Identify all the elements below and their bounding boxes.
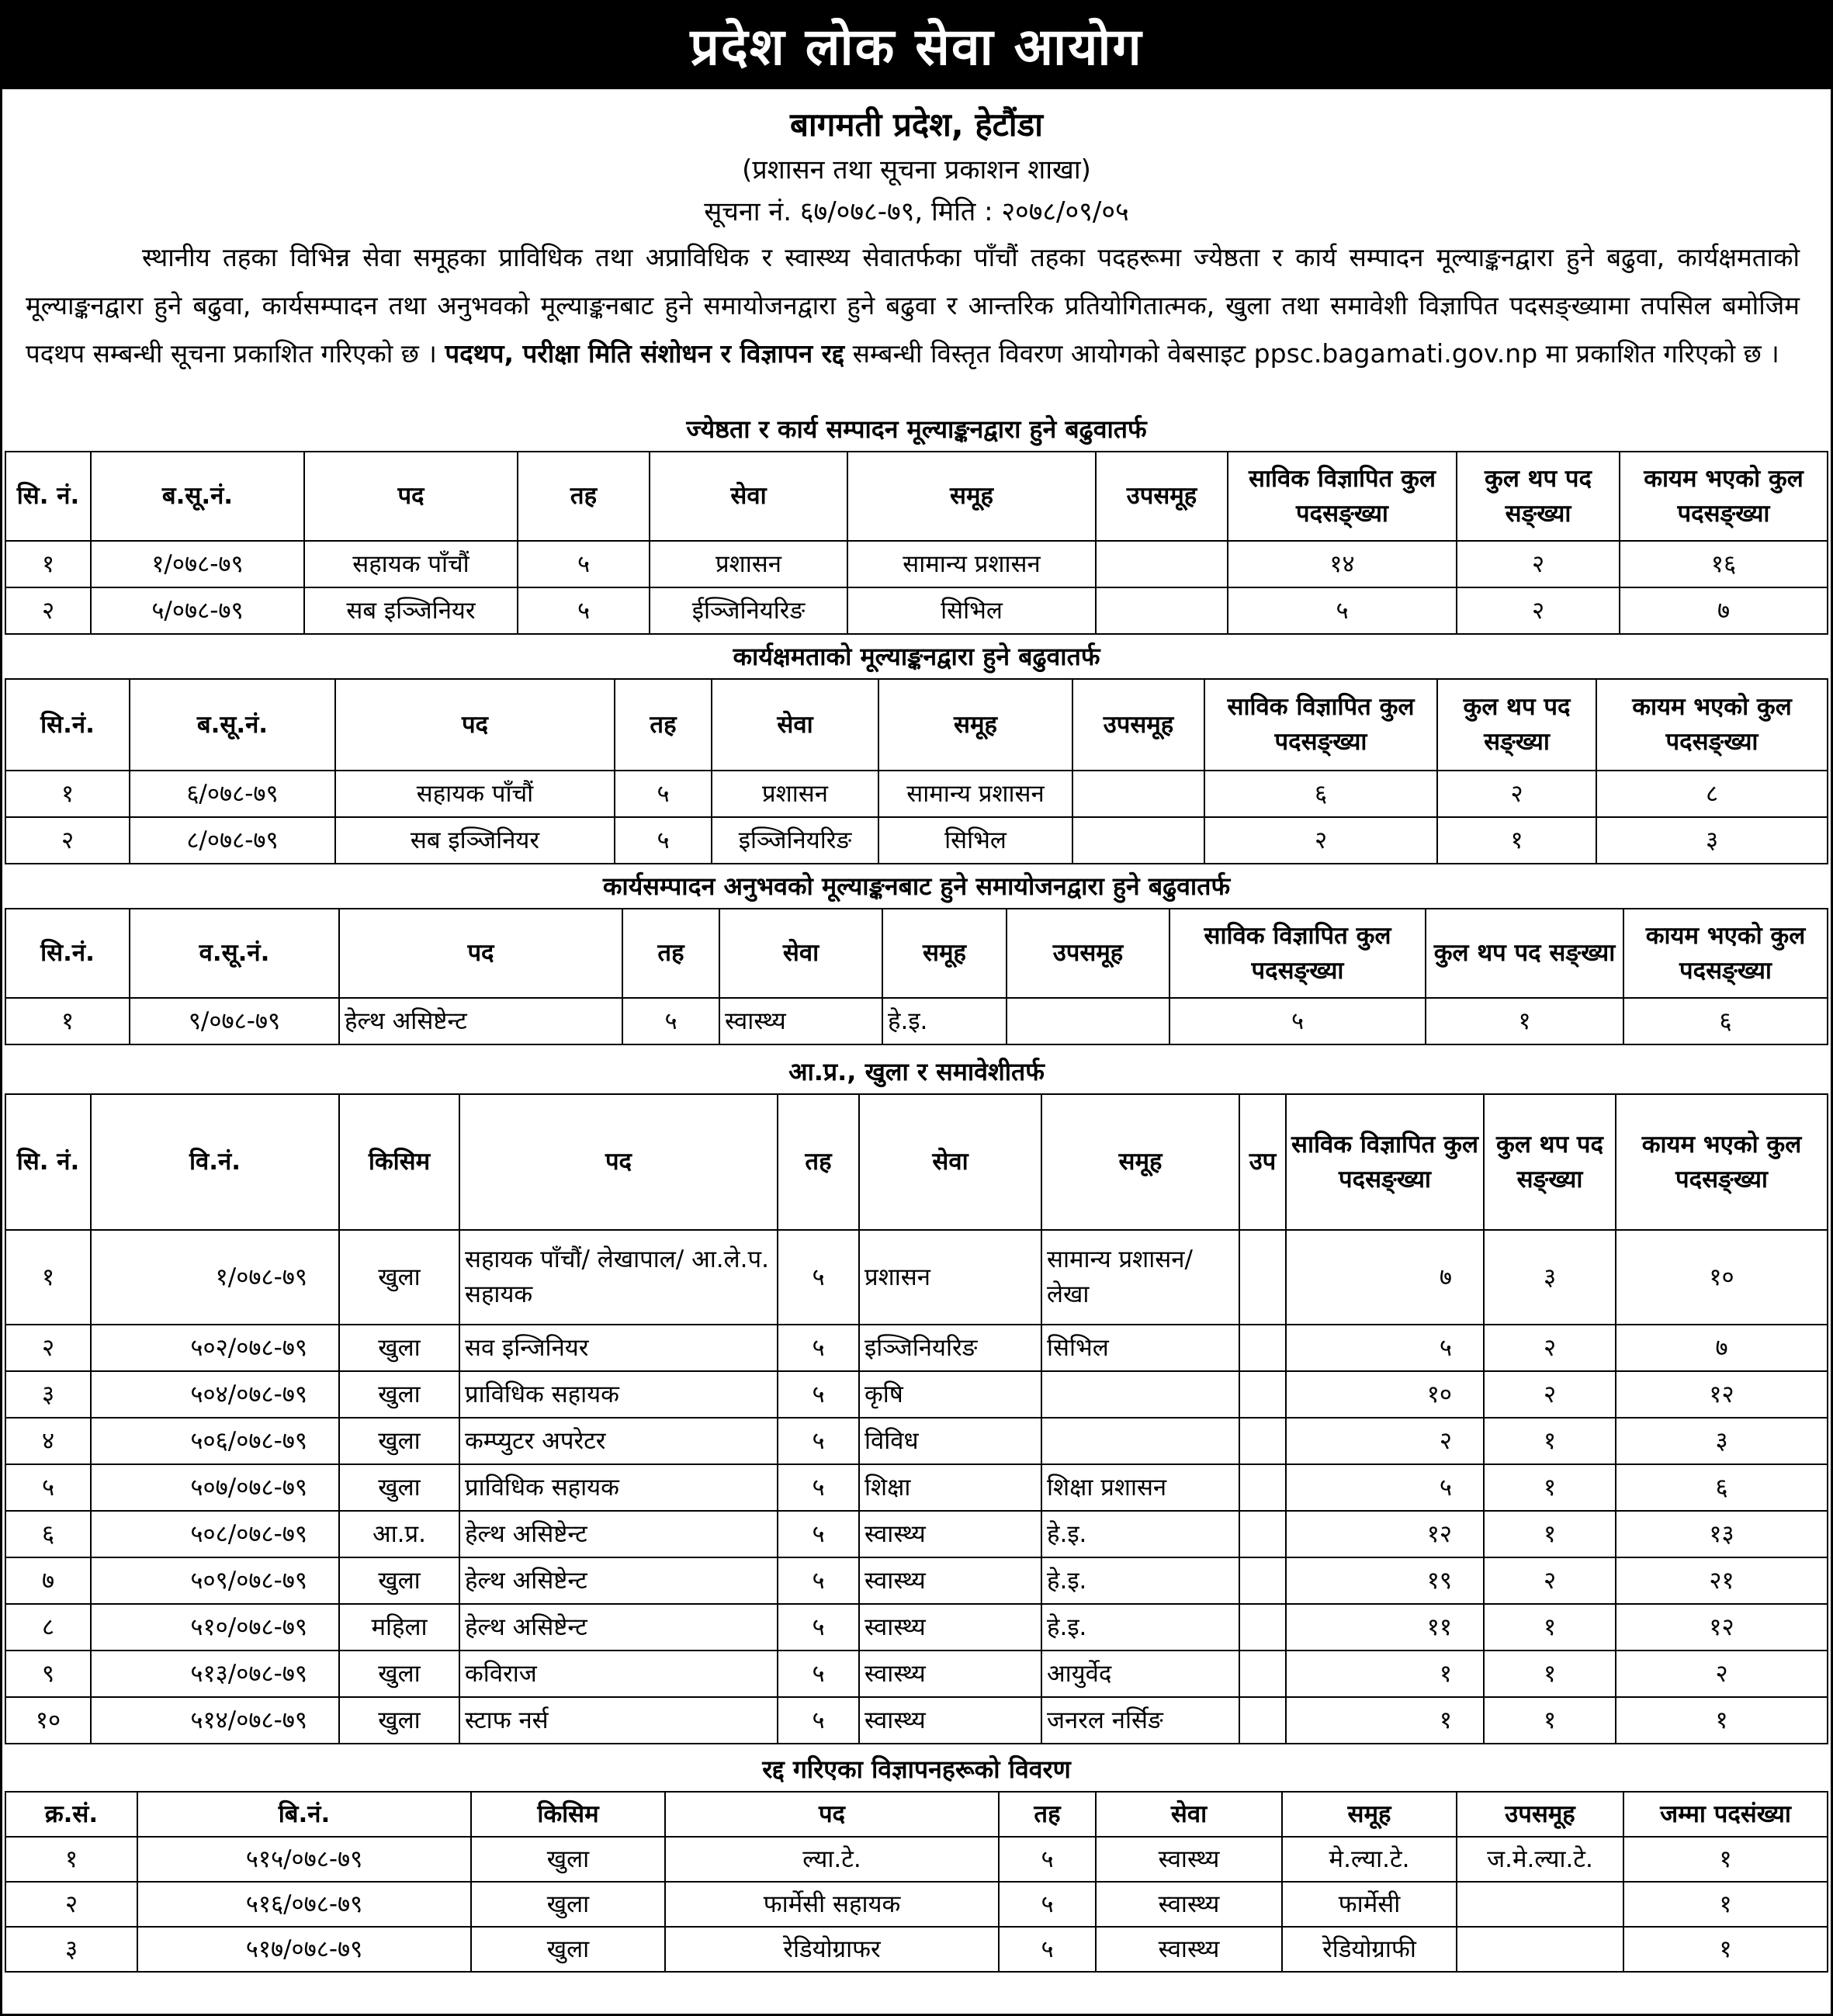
table-cell: ५ — [1169, 998, 1426, 1044]
table-cell: २ — [5, 817, 130, 864]
column-header: पद — [459, 1094, 778, 1230]
table-cell: खुला — [339, 1418, 459, 1464]
table-cell: १ — [1484, 1604, 1616, 1651]
table-header-row — [5, 452, 1828, 541]
table-cell: रेडियोग्राफर — [665, 1927, 999, 1972]
table-cell: सिभिल — [878, 817, 1072, 864]
table-row — [5, 998, 1828, 1044]
table-cell: ५०७/०७८-७९ — [91, 1464, 339, 1511]
table-cell: सामान्य प्रशासन — [878, 771, 1072, 817]
table-cell: ११ — [1286, 1604, 1484, 1651]
table-cell: २ — [1204, 817, 1437, 864]
table-cell: फार्मेसी — [1282, 1882, 1457, 1927]
column-header: उपसमूह — [1457, 1792, 1623, 1837]
notice-number: सूचना नं. ६७/०७८-७९, मिति : २०७८/०९/०५ — [704, 196, 1129, 227]
column-header: साविक विज्ञापित कुल पदसङ्ख्या — [1169, 909, 1426, 998]
column-header: पद — [304, 452, 518, 541]
table-cell — [1041, 1418, 1239, 1464]
table-cell: १३ — [1616, 1511, 1828, 1557]
section5-title: रद्द गरिएका विज्ञापनहरूको विवरण — [762, 1754, 1071, 1784]
table-cell: २ — [1457, 587, 1620, 634]
table-cell — [1007, 998, 1169, 1044]
column-header: कुल थप पद सङ्ख्या — [1484, 1094, 1616, 1230]
table-cell: ईञ्जिनियरिङ — [650, 587, 847, 634]
org-name: बागमती प्रदेश, हेटौंडा — [789, 106, 1044, 144]
table-row — [5, 1511, 1828, 1557]
column-header: तह — [778, 1094, 859, 1230]
table-cell: ६/०७८-७९ — [130, 771, 335, 817]
column-header: पद — [335, 679, 615, 771]
table-cell: १० — [1616, 1230, 1828, 1325]
table-cell: प्राविधिक सहायक — [459, 1371, 778, 1418]
table-cell: ५ — [999, 1882, 1096, 1927]
column-header: समूह — [1282, 1792, 1457, 1837]
section3-title: कार्यसम्पादन अनुभवको मूल्याङ्कनबाट हुने समायोजनद्वारा हुने बढुवातर्फ — [602, 871, 1231, 901]
table-cell: ७ — [1286, 1230, 1484, 1325]
table-cell: स्वास्थ्य — [859, 1557, 1041, 1604]
table-header-row — [5, 909, 1828, 998]
table-cell — [1239, 1511, 1286, 1557]
table-cell: खुला — [339, 1464, 459, 1511]
table-cell: ५१६/०७८-७९ — [137, 1882, 471, 1927]
table-row — [5, 1325, 1828, 1371]
table-cell: ६ — [1204, 771, 1437, 817]
table-cell: ५ — [778, 1557, 859, 1604]
banner — [2, 0, 1831, 89]
column-header: तह — [518, 452, 650, 541]
table-row — [5, 1927, 1828, 1972]
table-cell: १ — [1484, 1511, 1616, 1557]
table-cell: प्रशासन — [712, 771, 878, 817]
table-cell: ५ — [778, 1697, 859, 1744]
table-cell: प्रशासन — [859, 1230, 1041, 1325]
table-cell: जनरल नर्सिङ — [1041, 1697, 1239, 1744]
table-cell: महिला — [339, 1604, 459, 1651]
table-cell — [1239, 1604, 1286, 1651]
table-cell: ५ — [999, 1837, 1096, 1882]
table-cell: कृषि — [859, 1371, 1041, 1418]
table-cell: स्वास्थ्य — [1096, 1927, 1282, 1972]
table-cell: ५ — [615, 817, 712, 864]
table-cell: स्वास्थ्य — [859, 1511, 1041, 1557]
table-cell: प्रशासन — [650, 541, 847, 587]
table-cell: २ — [1484, 1325, 1616, 1371]
table-row — [5, 1418, 1828, 1464]
table-cell: ५/०७८-७९ — [91, 587, 304, 634]
column-header: जम्मा पदसंख्या — [1623, 1792, 1828, 1837]
table-cell: ४ — [5, 1418, 91, 1464]
column-header: सेवा — [719, 909, 882, 998]
table-cell: १० — [5, 1697, 91, 1744]
column-header: साविक विज्ञापित कुल पदसङ्ख्या — [1204, 679, 1437, 771]
table-cell — [1239, 1325, 1286, 1371]
table-cell: ५०४/०७८-७९ — [91, 1371, 339, 1418]
table-row — [5, 1604, 1828, 1651]
column-header: सेवा — [650, 452, 847, 541]
table-cell: २ — [5, 1325, 91, 1371]
column-header: सि.नं. — [5, 679, 130, 771]
table-cell — [1072, 771, 1204, 817]
branch-name: (प्रशासन तथा सूचना प्रकाशन शाखा) — [742, 154, 1091, 185]
table-row — [5, 1837, 1828, 1882]
table-cell: खुला — [339, 1325, 459, 1371]
table-cell: ६ — [1623, 998, 1828, 1044]
table-row — [5, 541, 1828, 587]
table-cell: ३ — [1484, 1230, 1616, 1325]
column-header: समूह — [882, 909, 1007, 998]
table-cell: ५०८/०७८-७९ — [91, 1511, 339, 1557]
table-cell: १ — [1484, 1418, 1616, 1464]
table-cell: ५ — [1286, 1464, 1484, 1511]
table-cell: खुला — [339, 1557, 459, 1604]
section1-title: ज्येष्ठता र कार्य सम्पादन मूल्याङ्कनद्वारा हुने बढुवातर्फ — [686, 414, 1147, 444]
seniority-promotion-table — [5, 451, 1828, 635]
table-cell: ८ — [5, 1604, 91, 1651]
table-cell: हे.इ. — [1041, 1604, 1239, 1651]
table-cell: १२ — [1286, 1511, 1484, 1557]
table-cell: मे.ल्या.टे. — [1282, 1837, 1457, 1882]
table-cell — [1072, 817, 1204, 864]
table-cell: ज.मे.ल्या.टे. — [1457, 1837, 1623, 1882]
table-cell: प्राविधिक सहायक — [459, 1464, 778, 1511]
table-cell: १६ — [1620, 541, 1828, 587]
table-cell: ५ — [5, 1464, 91, 1511]
table-row — [5, 1371, 1828, 1418]
table-cell: २ — [1484, 1371, 1616, 1418]
column-header: वि.नं. — [91, 1094, 339, 1230]
table-cell: ७ — [1620, 587, 1828, 634]
table-cell: १ — [1286, 1697, 1484, 1744]
table-cell: २ — [1484, 1557, 1616, 1604]
column-header: सेवा — [1096, 1792, 1282, 1837]
table-cell: सामान्य प्रशासन — [847, 541, 1096, 587]
column-header: सेवा — [859, 1094, 1041, 1230]
table-cell: ५ — [1286, 1325, 1484, 1371]
table-cell: स्टाफ नर्स — [459, 1697, 778, 1744]
table-cell: स्वास्थ्य — [859, 1697, 1041, 1744]
table-cell: १ — [1426, 998, 1623, 1044]
table-cell — [1239, 1557, 1286, 1604]
column-header: सि.नं. — [5, 909, 130, 998]
column-header: साविक विज्ञापित कुल पदसङ्ख्या — [1228, 452, 1457, 541]
table-cell: ५ — [999, 1927, 1096, 1972]
table-cell: १ — [5, 1230, 91, 1325]
table-cell: ६ — [5, 1511, 91, 1557]
column-header: समूह — [1041, 1094, 1239, 1230]
banner-title: प्रदेश लोक सेवा आयोग — [690, 16, 1143, 77]
table-cell: फार्मेसी सहायक — [665, 1882, 999, 1927]
table-cell: ५ — [778, 1464, 859, 1511]
table-cell: ५ — [518, 587, 650, 634]
table-cell: ५१७/०७८-७९ — [137, 1927, 471, 1972]
table-cell: शिक्षा प्रशासन — [1041, 1464, 1239, 1511]
table-cell: हे.इ. — [1041, 1557, 1239, 1604]
table-cell: २ — [1616, 1651, 1828, 1697]
table-cell: १ — [1484, 1651, 1616, 1697]
table-cell: विविध — [859, 1418, 1041, 1464]
table-cell — [1239, 1230, 1286, 1325]
table-cell — [1041, 1371, 1239, 1418]
table-cell: खुला — [471, 1882, 665, 1927]
table-cell: ८/०७८-७९ — [130, 817, 335, 864]
column-header: ब.सू.नं. — [91, 452, 304, 541]
table-cell: कम्प्युटर अपरेटर — [459, 1418, 778, 1464]
table-cell: ५ — [778, 1230, 859, 1325]
table-cell: ८ — [1596, 771, 1828, 817]
table-cell: २१ — [1616, 1557, 1828, 1604]
table-cell: सहायक पाँचौं — [304, 541, 518, 587]
table-cell: ७ — [1616, 1325, 1828, 1371]
table-cell: स्वास्थ्य — [1096, 1837, 1282, 1882]
table-cell: हेल्थ असिष्टेन्ट — [459, 1511, 778, 1557]
table-cell: १ — [5, 1837, 137, 1882]
table-cell: सिभिल — [847, 587, 1096, 634]
column-header: क्र.सं. — [5, 1792, 137, 1837]
table-cell: ३ — [1596, 817, 1828, 864]
table-cell: १ — [5, 541, 91, 587]
table-cell: सिभिल — [1041, 1325, 1239, 1371]
table-cell: ९ — [5, 1651, 91, 1697]
table-cell: १ — [1623, 1882, 1828, 1927]
table-cell: १ — [1616, 1697, 1828, 1744]
table-cell: ५ — [622, 998, 719, 1044]
column-header: उपसमूह — [1096, 452, 1228, 541]
table-cell — [1239, 1651, 1286, 1697]
table-cell: ५ — [1228, 587, 1457, 634]
table-cell: २ — [5, 587, 91, 634]
table-cell: स्वास्थ्य — [719, 998, 882, 1044]
table-cell: सब इञ्जिनियर — [335, 817, 615, 864]
column-header: कायम भएको कुल पदसङ्ख्या — [1616, 1094, 1828, 1230]
table-cell: हे.इ. — [882, 998, 1007, 1044]
table-cell: खुला — [471, 1927, 665, 1972]
column-header: सि. नं. — [5, 1094, 91, 1230]
table-row — [5, 1557, 1828, 1604]
table-cell: ३ — [5, 1371, 91, 1418]
column-header: कुल थप पद सङ्ख्या — [1437, 679, 1596, 771]
column-header: उप — [1239, 1094, 1286, 1230]
table-cell: सब इञ्जिनियर — [304, 587, 518, 634]
column-header: बि.नं. — [137, 1792, 471, 1837]
table-cell: ९/०७८-७९ — [130, 998, 339, 1044]
table-cell: हेल्थ असिष्टेन्ट — [459, 1604, 778, 1651]
table-cell: ७ — [5, 1557, 91, 1604]
table-cell: २ — [1437, 771, 1596, 817]
table-cell: १९ — [1286, 1557, 1484, 1604]
column-header: कुल थप पद सङ्ख्या — [1457, 452, 1620, 541]
table-cell: १/०७८-७९ — [91, 541, 304, 587]
table-cell: स्वास्थ्य — [859, 1651, 1041, 1697]
table-cell: हेल्थ असिष्टेन्ट — [459, 1557, 778, 1604]
intro-text-3: मा प्रकाशित गरिएको छ । — [1545, 338, 1779, 369]
column-header: सि. नं. — [5, 452, 91, 541]
column-header: सेवा — [712, 679, 878, 771]
table-cell: ३ — [1616, 1418, 1828, 1464]
table-cell — [1239, 1418, 1286, 1464]
table-header-row — [5, 1792, 1828, 1837]
table-cell: १२ — [1616, 1371, 1828, 1418]
table-cell: इञ्जिनियरिङ — [712, 817, 878, 864]
table-cell: ५०६/०७८-७९ — [91, 1418, 339, 1464]
table-cell: स्वास्थ्य — [1096, 1882, 1282, 1927]
table-cell: ६ — [1616, 1464, 1828, 1511]
table-cell — [1457, 1927, 1623, 1972]
table-cell: २ — [1457, 541, 1620, 587]
table-cell: रेडियोग्राफी — [1282, 1927, 1457, 1972]
table-cell: ५ — [778, 1651, 859, 1697]
table-cell: १ — [1484, 1464, 1616, 1511]
column-header: ब.सू.नं. — [130, 679, 335, 771]
table-cell: ५०९/०७८-७९ — [91, 1557, 339, 1604]
table-header-row — [5, 679, 1828, 771]
table-cell: ५ — [778, 1604, 859, 1651]
table-cell: खुला — [339, 1651, 459, 1697]
column-header: कायम भएको कुल पदसङ्ख्या — [1620, 452, 1828, 541]
column-header: समूह — [878, 679, 1072, 771]
table-cell: १० — [1286, 1371, 1484, 1418]
column-header: किसिम — [471, 1792, 665, 1837]
table-cell: १ — [1484, 1697, 1616, 1744]
table-row — [5, 771, 1828, 817]
open-inclusive-table — [5, 1093, 1828, 1744]
column-header: उपसमूह — [1007, 909, 1169, 998]
column-header: पद — [339, 909, 622, 998]
column-header: किसिम — [339, 1094, 459, 1230]
table-cell: सामान्य प्रशासन/लेखा — [1041, 1230, 1239, 1325]
table-cell: २ — [5, 1882, 137, 1927]
table-cell: १ — [5, 771, 130, 817]
column-header: तह — [622, 909, 719, 998]
table-row — [5, 1651, 1828, 1697]
table-cell: खुला — [339, 1230, 459, 1325]
intro-bold-text: पदथप, परीक्षा मिति संशोधन र विज्ञापन रद्द — [445, 338, 845, 369]
table-header-row — [5, 1094, 1828, 1230]
table-cell: इञ्जिनियरिङ — [859, 1325, 1041, 1371]
table-cell — [1096, 587, 1228, 634]
table-cell: ५१३/०७८-७९ — [91, 1651, 339, 1697]
table-cell: ५१५/०७८-७९ — [137, 1837, 471, 1882]
table-cell: १ — [1623, 1927, 1828, 1972]
table-cell: १ — [1286, 1651, 1484, 1697]
column-header: कायम भएको कुल पदसङ्ख्या — [1623, 909, 1828, 998]
column-header: कुल थप पद सङ्ख्या — [1426, 909, 1623, 998]
table-cell: ५ — [778, 1325, 859, 1371]
table-cell: ५ — [778, 1418, 859, 1464]
table-row — [5, 1697, 1828, 1744]
table-cell — [1239, 1697, 1286, 1744]
intro-text-1: स्थानीय तहका विभिन्न सेवा समूहका प्राविधिक तथा अप्राविधिक र स्वास्थ्य सेवातर्फका पाँचौं तहका पदहरूमा ज्येष्ठता र कार्य सम्पादन मूल्याङ्कनद्वारा हुने बढुवा, कार्यक्षमताको मूल्याङ्कनद्वारा हुने बढुवा, कार्यसम्पादन तथा अनुभवको मूल्याङ्कनबाट हुने समायोजनद्वारा हुने बढुवा र आन्तरिक प्रतियोगितात्मक, खुला तथा समावेशी विज्ञापित पदसङ्ख्यामा तपसिल बमोजिम पदथप सम्बन्धी सूचना प्रकाशित गरिएको छ । — [26, 242, 1800, 369]
table-row — [5, 1230, 1828, 1325]
table-cell: ५ — [778, 1511, 859, 1557]
table-cell — [1239, 1371, 1286, 1418]
column-header: उपसमूह — [1072, 679, 1204, 771]
table-cell: ५१४/०७८-७९ — [91, 1697, 339, 1744]
table-cell: ५ — [518, 541, 650, 587]
cancelled-ads-table — [5, 1791, 1828, 1973]
column-header: समूह — [847, 452, 1096, 541]
table-cell: १/०७८-७९ — [91, 1230, 339, 1325]
table-cell: खुला — [339, 1371, 459, 1418]
table-cell: आयुर्वेद — [1041, 1651, 1239, 1697]
table-cell: सहायक पाँचौं/ लेखापाल/ आ.ले.प. सहायक — [459, 1230, 778, 1325]
intro-paragraph — [2, 234, 1831, 407]
website-link[interactable]: ppsc.bagamati.gov.np — [1253, 338, 1538, 369]
table-cell: कविराज — [459, 1651, 778, 1697]
section4-title: आ.प्र., खुला र समावेशीतर्फ — [788, 1057, 1045, 1086]
column-header: पद — [665, 1792, 999, 1837]
table-cell: १ — [5, 998, 130, 1044]
table-cell: ५१०/०७८-७९ — [91, 1604, 339, 1651]
table-cell: १ — [1623, 1837, 1828, 1882]
table-cell: २ — [1286, 1418, 1484, 1464]
table-row — [5, 1464, 1828, 1511]
table-cell — [1096, 541, 1228, 587]
table-row — [5, 1882, 1828, 1927]
table-cell: १ — [1437, 817, 1596, 864]
table-cell: खुला — [339, 1697, 459, 1744]
efficiency-promotion-table — [5, 678, 1828, 864]
column-header: तह — [615, 679, 712, 771]
intro-text-2: सम्बन्धी विस्तृत विवरण आयोगको वेबसाइट — [852, 338, 1246, 369]
table-cell: ल्या.टे. — [665, 1837, 999, 1882]
table-cell — [1457, 1882, 1623, 1927]
column-header: तह — [999, 1792, 1096, 1837]
table-cell: आ.प्र. — [339, 1511, 459, 1557]
adjustment-promotion-table — [5, 908, 1828, 1045]
table-cell: हेल्थ असिष्टेन्ट — [339, 998, 622, 1044]
table-cell: शिक्षा — [859, 1464, 1041, 1511]
column-header: साविक विज्ञापित कुल पदसङ्ख्या — [1286, 1094, 1484, 1230]
table-cell: १४ — [1228, 541, 1457, 587]
table-cell: खुला — [471, 1837, 665, 1882]
table-cell: ५ — [615, 771, 712, 817]
column-header: कायम भएको कुल पदसङ्ख्या — [1596, 679, 1828, 771]
column-header: व.सू.नं. — [130, 909, 339, 998]
table-row — [5, 587, 1828, 634]
table-cell: ३ — [5, 1927, 137, 1972]
table-cell: ५ — [778, 1371, 859, 1418]
table-cell: सव इन्जिनियर — [459, 1325, 778, 1371]
table-cell: सहायक पाँचौं — [335, 771, 615, 817]
table-cell — [1239, 1464, 1286, 1511]
table-cell: १२ — [1616, 1604, 1828, 1651]
table-cell: हे.इ. — [1041, 1511, 1239, 1557]
section2-title: कार्यक्षमताको मूल्याङ्कनद्वारा हुने बढुवातर्फ — [733, 642, 1100, 671]
table-row — [5, 817, 1828, 864]
table-cell: ५०२/०७८-७९ — [91, 1325, 339, 1371]
table-cell: स्वास्थ्य — [859, 1604, 1041, 1651]
